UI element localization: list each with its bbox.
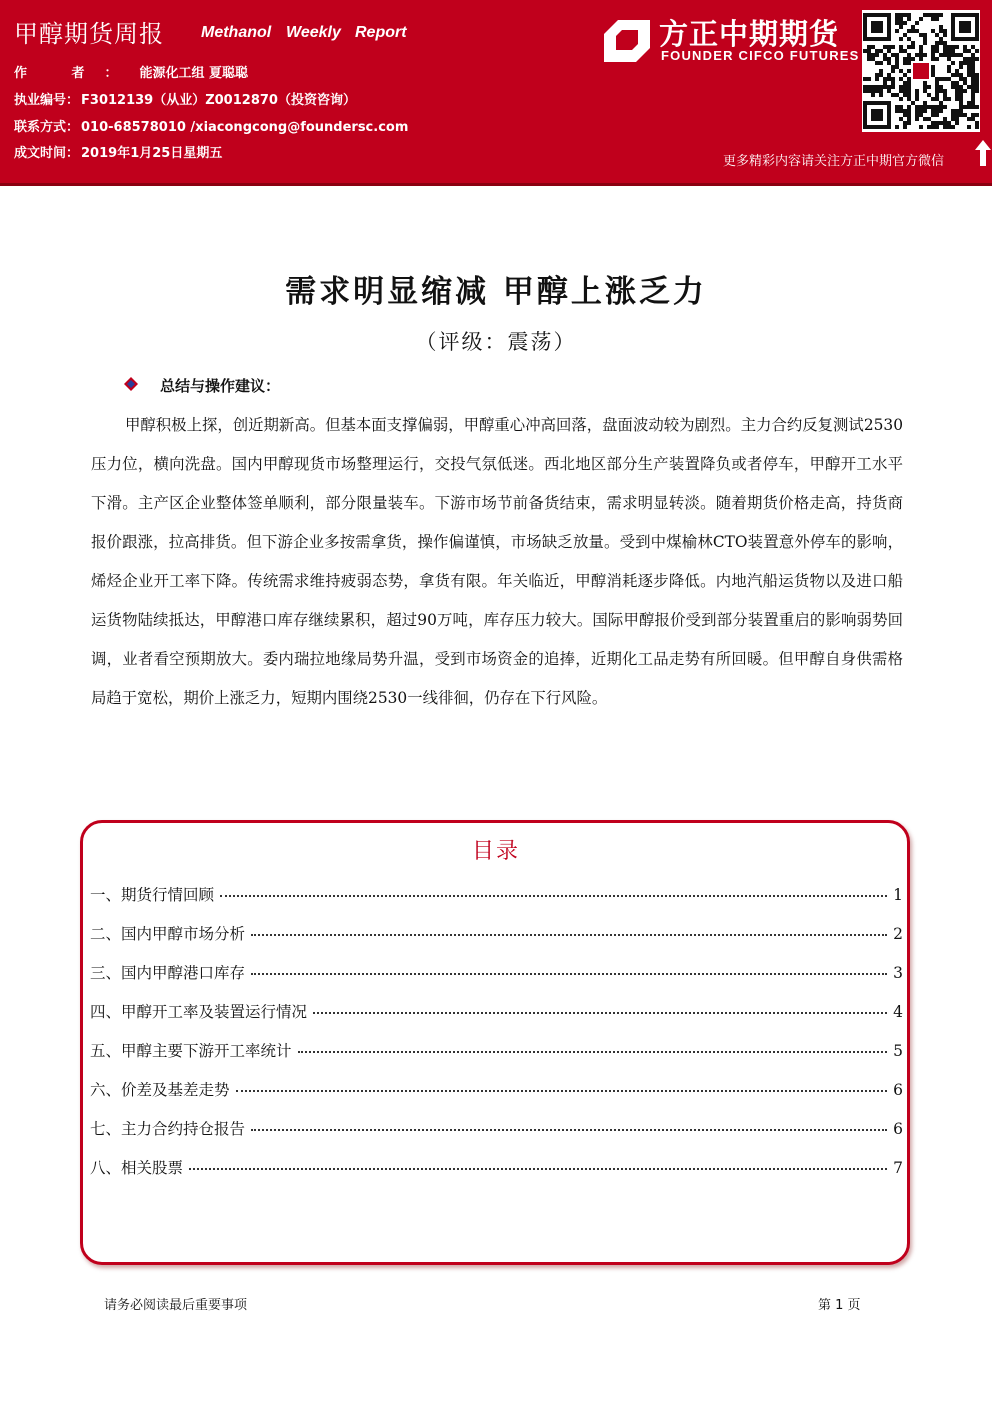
toc-item[interactable]: [90, 922, 903, 944]
page-number: 第 1 页: [818, 1298, 861, 1313]
toc-item[interactable]: [90, 883, 903, 905]
date-line: [14, 142, 222, 161]
company-logo-icon: [604, 20, 650, 62]
toc-item-page: 4: [893, 1003, 903, 1021]
toc-item-label: 六、价差及基差走势: [90, 1081, 230, 1099]
toc-item[interactable]: [90, 1117, 903, 1139]
toc-item-label: 一、期货行情回顾: [90, 886, 215, 904]
page-title: 需求明显缩减 甲醇上涨乏力: [285, 274, 707, 310]
contact-label: 联系方式：: [14, 120, 80, 135]
wechat-qr-code[interactable]: [862, 10, 980, 132]
toc-item-label: 七、主力合约持仓报告: [90, 1120, 246, 1138]
wechat-follow-note: 更多精彩内容请关注方正中期官方微信: [723, 154, 945, 169]
toc-item-label: 八、相关股票: [90, 1159, 184, 1177]
license-value: F3012139（从业）Z0012870（投资咨询）: [81, 93, 356, 108]
toc-item-label: 四、甲醇开工率及装置运行情况: [90, 1003, 308, 1021]
summary-paragraph: 甲醇积极上探，创近期新高。但基本面支撑偏弱，甲醇重心冲高回落，盘面波动较为剧烈。主力合约反复测试2530压力位，横向洗盘。国内甲醇现货市场整理运行，交投气氛低迷。西北地区部分生产装置降负或者停车，甲醇开工水平下滑。主产区企业整体签单顺利，部分限量装车。下游市场节前备货结束，需求明显转淡。随着期货价格走高，持货商报价跟涨，拉高排货。但下游企业多按需拿货，操作偏谨慎，市场缺乏放量。受到中煤榆林CTO装置意外停车的影响，烯烃企业开工率下降。传统需求维持疲弱态势，拿货有限。年关临近，甲醇消耗逐步降低。内地汽船运货物以及进口船运货物陆续抵达，甲醇港口库存继续累积，超过90万吨，库存压力较大。国际甲醇报价受到部分装置重启的影响弱势回调，业者看空预期放大。委内瑞拉地缘局势升温，受到市场资金的追捧，近期化工品走势有所回暖。但甲醇自身供需格局趋于宽松，期价上涨乏力，短期内围绕2530一线徘徊，仍存在下行风险。: [91, 416, 903, 707]
toc-leader-dots: [189, 1168, 887, 1170]
company-name-cn: 方正中期期货: [659, 17, 840, 51]
date-label: 成文时间：: [14, 146, 80, 161]
diamond-bullet-icon: [124, 377, 138, 391]
toc-item-page: 7: [893, 1159, 903, 1177]
qr-code-icon: [862, 10, 980, 132]
toc-item[interactable]: [90, 1000, 903, 1022]
toc-item-page: 6: [893, 1081, 903, 1099]
toc-item[interactable]: [90, 1156, 903, 1178]
toc-item-page: 2: [893, 925, 903, 943]
report-title-en-3: Report: [355, 24, 407, 41]
toc-item-label: 三、国内甲醇港口库存: [90, 964, 246, 982]
summary-heading: 总结与操作建议：: [160, 377, 281, 395]
toc-leader-dots: [251, 934, 887, 936]
footer-notice: 请务必阅读最后重要事项: [104, 1298, 248, 1313]
toc-leader-dots: [251, 973, 887, 975]
author-label: 作 者：: [14, 66, 138, 81]
author-value: 能源化工组 夏聪聪: [139, 66, 249, 81]
toc-leader-dots: [251, 1129, 887, 1131]
toc-item[interactable]: [90, 1078, 903, 1100]
toc-item-page: 5: [893, 1042, 903, 1060]
toc-item-label: 二、国内甲醇市场分析: [90, 925, 246, 943]
rating-label: （评级：震荡）: [415, 330, 577, 354]
report-title-en-1: Methanol: [201, 24, 272, 41]
toc-item-page: 1: [893, 886, 903, 904]
arrow-up-icon: [975, 140, 991, 166]
company-name-en: FOUNDER CIFCO FUTURES: [661, 48, 860, 63]
toc-title: 目录: [471, 839, 520, 864]
license-line: [14, 89, 356, 108]
toc-leader-dots: [236, 1090, 888, 1092]
toc-leader-dots: [220, 895, 887, 897]
license-label: 执业编号：: [14, 93, 80, 108]
toc-item-label: 五、甲醇主要下游开工率统计: [90, 1042, 292, 1060]
header-divider: [0, 183, 992, 186]
toc-item[interactable]: [90, 961, 903, 983]
report-title-en-2: Weekly: [286, 24, 341, 41]
contact-value[interactable]: 010-68578010 /xiacongcong@foundersc.com: [81, 120, 409, 135]
toc-item-page: 3: [893, 964, 903, 982]
contact-line: [14, 116, 408, 135]
date-value: 2019年1月25日星期五: [81, 146, 223, 161]
toc-item-page: 6: [893, 1120, 903, 1138]
author-line: [14, 62, 248, 81]
toc-item[interactable]: [90, 1039, 903, 1061]
report-title: 甲醇期货周报: [14, 20, 164, 48]
toc-leader-dots: [298, 1051, 888, 1053]
toc-leader-dots: [313, 1012, 887, 1014]
